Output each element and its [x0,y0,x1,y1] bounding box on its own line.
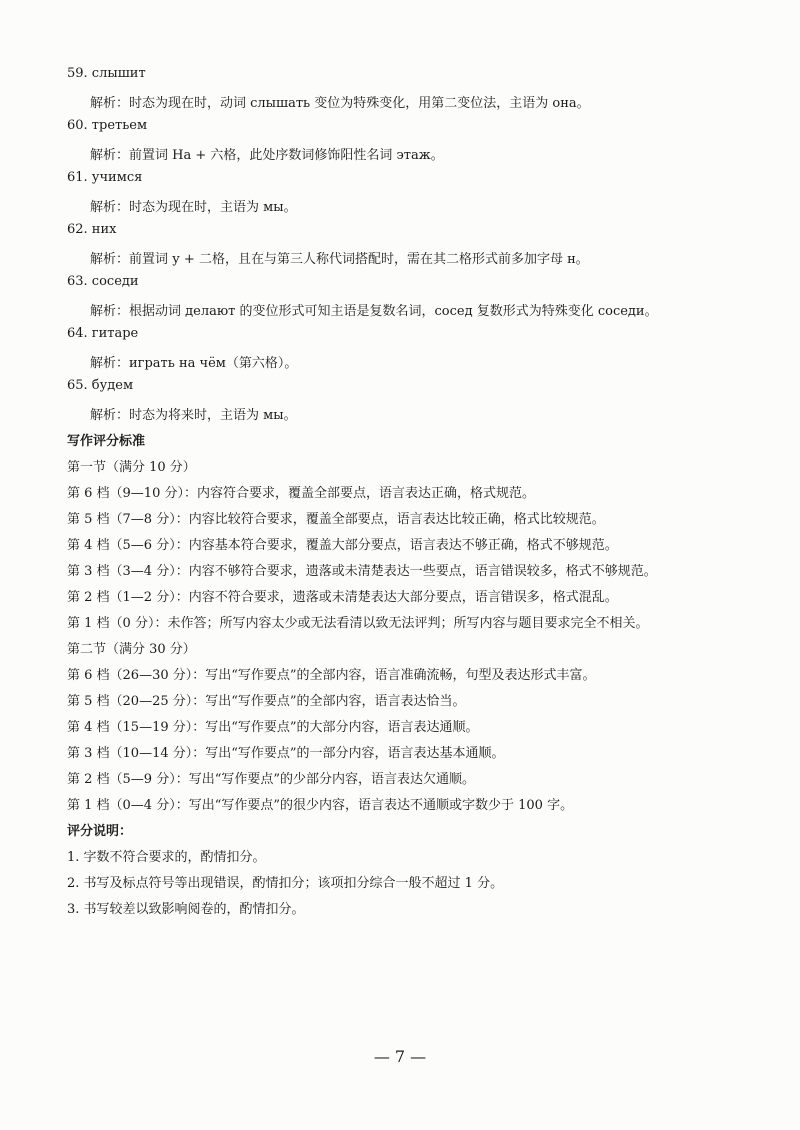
answer-64-explanation: 解析：играть на чём（第六格）。 [90,356,298,371]
page-number: — 7 — [373,1047,427,1066]
answer-60-explanation: 解析：前置词 На + 六格，此处序数词修饰阳性名词 этаж。 [90,148,444,163]
answer-59-explanation: 解析：时态为现在时，动词 слышать 变位为特殊变化，用第二变位法，主语为 она。 [90,96,590,111]
answer-65-explanation: 解析：时态为将来时，主语为 мы。 [90,408,297,423]
part1-level-5: 第 5 档（7—8 分）：内容比较符合要求，覆盖全部要点，语言表达比较正确，格式比较规范。 [67,512,605,527]
scoring-note-3: 3. 书写较差以致影响阅卷的，酌情扣分。 [67,902,305,917]
part2-level-5: 第 5 档（20—25 分）：写出“写作要点”的全部内容，语言表达恰当。 [67,694,466,709]
part1-level-2: 第 2 档（1—2 分）：内容不符合要求，遗落或未清楚表达大部分要点，语言错误多，格式混乱。 [67,590,618,605]
part2-level-2: 第 2 档（5—9 分）：写出“写作要点”的少部分内容，语言表达欠通顺。 [67,772,476,787]
part1-level-4: 第 4 档（5—6 分）：内容基本符合要求，覆盖大部分要点，语言表达不够正确，格式不够规范。 [67,538,618,553]
answer-61: 61. учимся [67,170,143,185]
scoring-note-1: 1. 字数不符合要求的，酌情扣分。 [67,850,266,865]
part1-level-3: 第 3 档（3—4 分）：内容不够符合要求，遗落或未清楚表达一些要点，语言错误较多，格式不够规范。 [67,564,657,579]
answer-63-explanation: 解析：根据动词 делают 的变位形式可知主语是复数名词，сосед 复数形式为特殊变化 соседи。 [90,304,658,319]
part1-level-1: 第 1 档（0 分）：未作答；所写内容太少或无法看清以致无法评判；所写内容与题目要求完全不相关。 [67,616,649,631]
answer-63: 63. соседи [67,274,139,289]
writing-standards-title: 写作评分标准 [67,434,146,449]
answer-62-explanation: 解析：前置词 у + 二格，且在与第三人称代词搭配时，需在其二格形式前多加字母 н。 [90,252,589,267]
answer-61-explanation: 解析：时态为现在时，主语为 мы。 [90,200,297,215]
part2-level-4: 第 4 档（15—19 分）：写出“写作要点”的大部分内容，语言表达通顺。 [67,720,479,735]
part1-level-6: 第 6 档（9—10 分）：内容符合要求，覆盖全部要点，语言表达正确，格式规范。 [67,486,535,501]
answer-62: 62. них [67,222,117,237]
answer-65: 65. будем [67,378,134,393]
answer-60: 60. третьем [67,118,148,133]
scoring-note-2: 2. 书写及标点符号等出现错误，酌情扣分；该项扣分综合一般不超过 1 分。 [67,876,504,891]
answer-59: 59. слышит [67,66,146,81]
part2-level-1: 第 1 档（0—4 分）：写出“写作要点”的很少内容，语言表达不通顺或字数少于 100 字。 [67,798,574,813]
part1-heading: 第一节（满分 10 分） [67,460,196,475]
part2-heading: 第二节（满分 30 分） [67,642,196,657]
scoring-notes-title: 评分说明： [67,824,133,839]
answer-64: 64. гитаре [67,326,139,341]
part2-level-3: 第 3 档（10—14 分）：写出“写作要点”的一部分内容，语言表达基本通顺。 [67,746,505,761]
part2-level-6: 第 6 档（26—30 分）：写出“写作要点”的全部内容，语言准确流畅，句型及表达形式丰富。 [67,668,596,683]
